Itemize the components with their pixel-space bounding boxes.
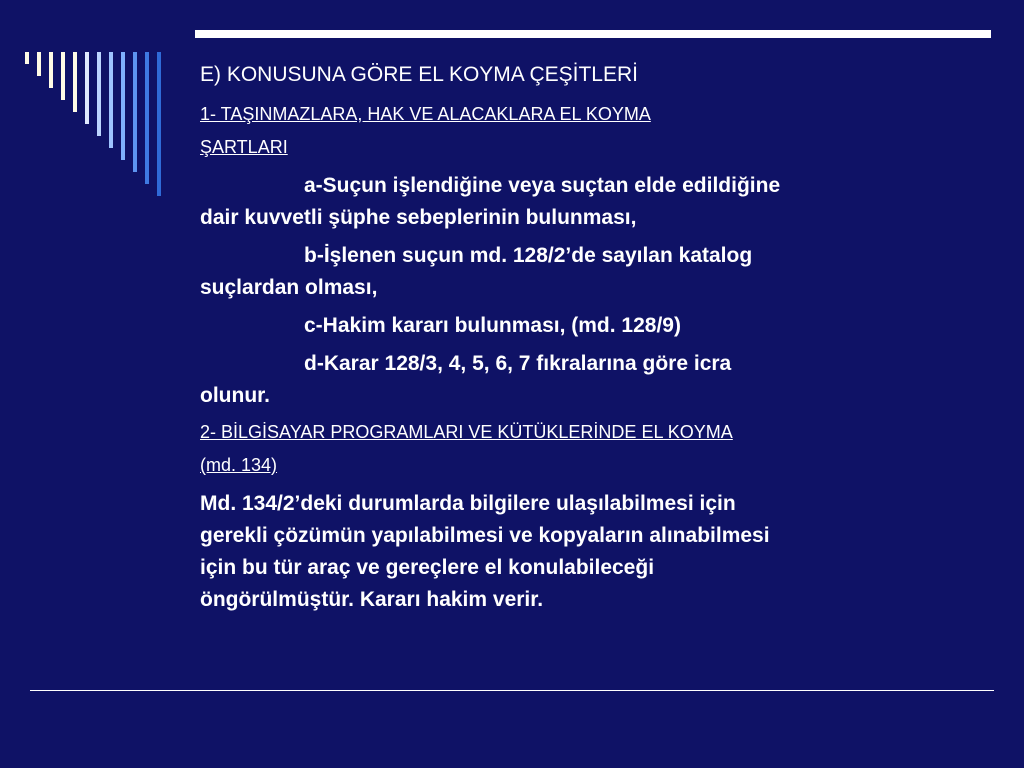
condition-a	[200, 170, 990, 234]
stripe	[157, 52, 161, 196]
condition-b-rest: suçlardan olması,	[200, 276, 378, 299]
section1-title-line2: ŞARTLARI	[200, 137, 288, 157]
condition-d-first: d-Karar 128/3, 4, 5, 6, 7 fıkralarına göre icra	[304, 352, 732, 375]
body-line: gerekli çözümün yapılabilmesi ve kopyaların alınabilmesi	[200, 524, 770, 547]
top-rule	[195, 30, 991, 38]
stripe	[25, 52, 29, 64]
stripe	[97, 52, 101, 136]
section2-body	[200, 488, 990, 616]
stripe	[61, 52, 65, 100]
decorative-stripes	[0, 0, 180, 200]
section1-title-line1: 1- TAŞINMAZLARA, HAK VE ALACAKLARA EL KOYMA	[200, 104, 651, 124]
stripe	[145, 52, 149, 184]
bottom-rule	[30, 690, 994, 691]
body-line: için bu tür araç ve gereçlere el konulabileceği	[200, 556, 655, 579]
body-line: öngörülmüştür. Kararı hakim verir.	[200, 588, 544, 611]
condition-a-rest: dair kuvvetli şüphe sebeplerinin bulunması,	[200, 206, 637, 229]
section2-title-line1: 2- BİLGİSAYAR PROGRAMLARI VE KÜTÜKLERİNDE EL KOYMA	[200, 422, 733, 442]
slide-heading: E) KONUSUNA GÖRE EL KOYMA ÇEŞİTLERİ	[200, 63, 638, 86]
stripe	[133, 52, 137, 172]
body-line: Md. 134/2’deki durumlarda bilgilere ulaşılabilmesi için	[200, 492, 736, 515]
slide-content	[200, 60, 990, 616]
stripe	[121, 52, 125, 160]
stripe	[37, 52, 41, 76]
stripe	[109, 52, 113, 148]
condition-b	[200, 240, 990, 304]
stripe	[73, 52, 77, 112]
condition-d	[200, 348, 990, 412]
condition-c	[200, 310, 990, 342]
stripe	[85, 52, 89, 124]
condition-a-first: a-Suçun işlendiğine veya suçtan elde edildiğine	[304, 174, 781, 197]
stripe	[49, 52, 53, 88]
section2-title-line2: (md. 134)	[200, 455, 278, 475]
condition-c-first: c-Hakim kararı bulunması, (md. 128/9)	[304, 314, 681, 337]
condition-d-rest: olunur.	[200, 384, 270, 407]
condition-b-first: b-İşlenen suçun md. 128/2’de sayılan katalog	[304, 244, 753, 267]
